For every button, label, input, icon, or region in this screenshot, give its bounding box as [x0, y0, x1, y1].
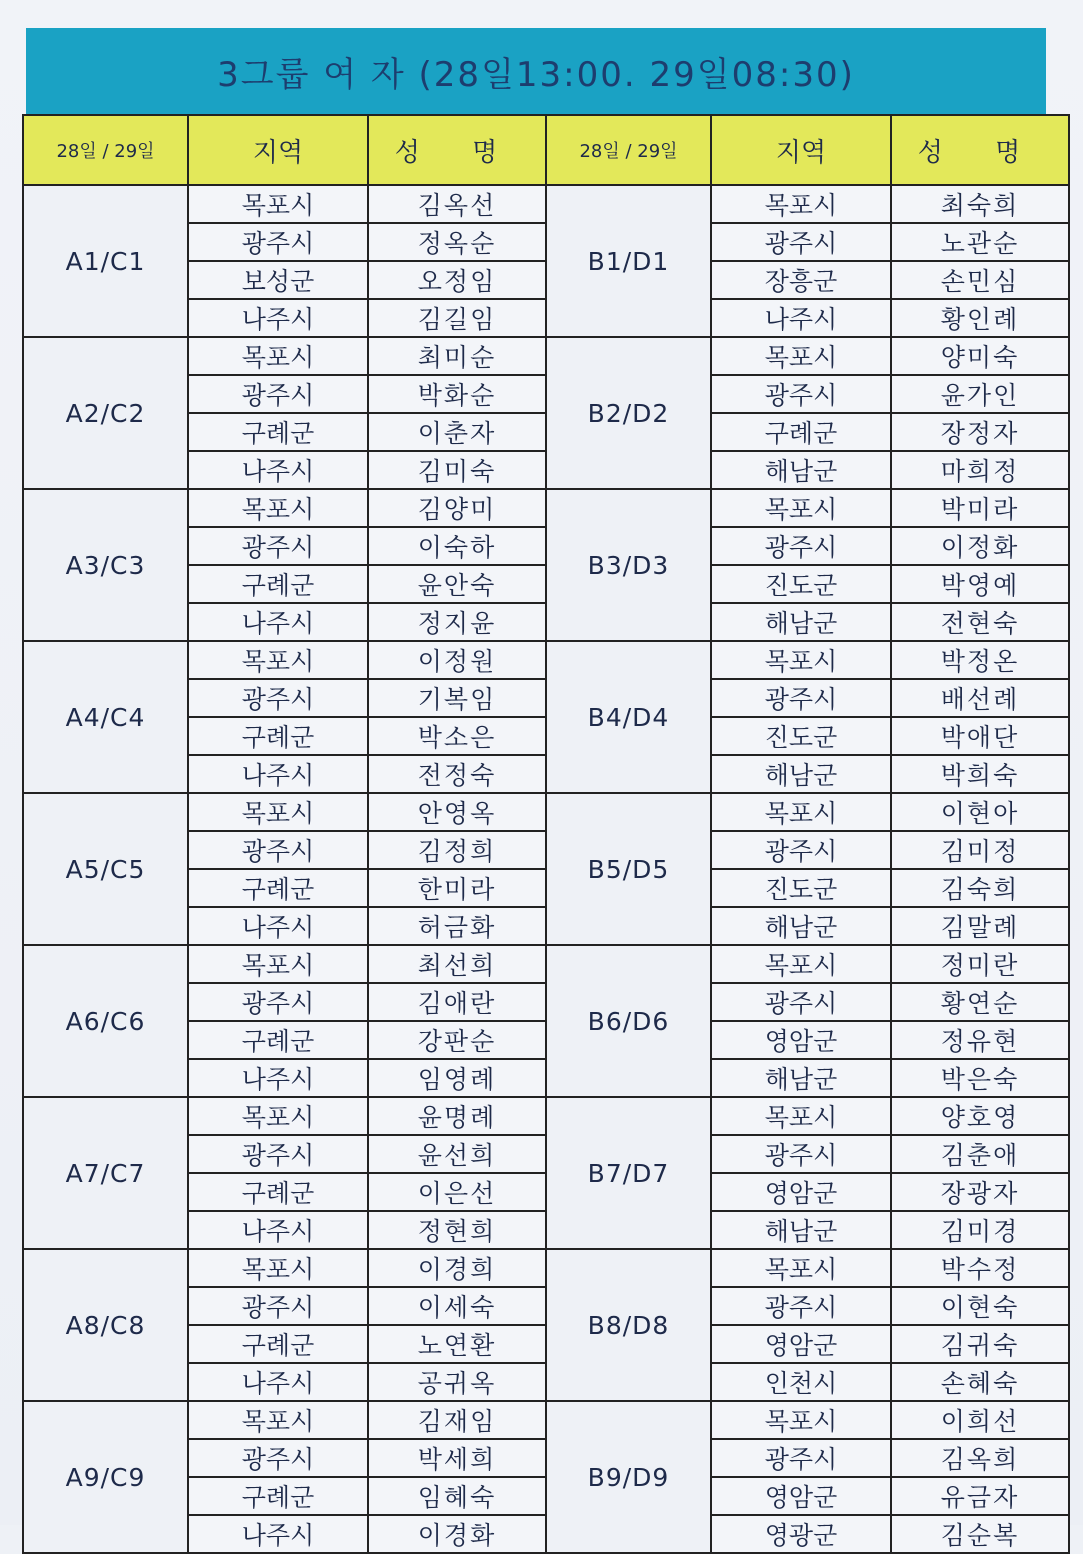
name-cell-left: 김양미 — [368, 489, 546, 527]
table-row — [23, 1401, 1069, 1439]
slot-cell-left: A8/C8 — [23, 1249, 188, 1401]
name-cell-left: 이정원 — [368, 641, 546, 679]
region-cell-right: 구례군 — [711, 413, 891, 451]
region-cell-left: 나주시 — [188, 299, 368, 337]
table-row — [23, 489, 1069, 527]
region-cell-right: 광주시 — [711, 527, 891, 565]
header-region-right: 지역 — [711, 115, 891, 185]
name-cell-right: 장광자 — [891, 1173, 1069, 1211]
slot-cell-right: B5/D5 — [546, 793, 711, 945]
name-cell-right: 박희숙 — [891, 755, 1069, 793]
region-cell-right: 광주시 — [711, 1135, 891, 1173]
region-cell-left: 구례군 — [188, 565, 368, 603]
region-cell-left: 나주시 — [188, 603, 368, 641]
slot-cell-right: B2/D2 — [546, 337, 711, 489]
slot-cell-left: A4/C4 — [23, 641, 188, 793]
region-cell-left: 나주시 — [188, 755, 368, 793]
region-cell-left: 광주시 — [188, 983, 368, 1021]
region-cell-right: 해남군 — [711, 1059, 891, 1097]
name-cell-left: 전정숙 — [368, 755, 546, 793]
region-cell-right: 목포시 — [711, 185, 891, 223]
region-cell-left: 광주시 — [188, 1135, 368, 1173]
region-cell-right: 목포시 — [711, 337, 891, 375]
region-cell-right: 해남군 — [711, 907, 891, 945]
region-cell-right: 진도군 — [711, 565, 891, 603]
region-cell-right: 나주시 — [711, 299, 891, 337]
name-cell-right: 황연순 — [891, 983, 1069, 1021]
name-cell-right: 박애단 — [891, 717, 1069, 755]
region-cell-right: 장흥군 — [711, 261, 891, 299]
slot-cell-left: A5/C5 — [23, 793, 188, 945]
name-cell-right: 박영예 — [891, 565, 1069, 603]
name-cell-left: 김애란 — [368, 983, 546, 1021]
name-cell-right: 김미경 — [891, 1211, 1069, 1249]
slot-cell-right: B9/D9 — [546, 1401, 711, 1553]
region-cell-left: 구례군 — [188, 869, 368, 907]
slot-cell-right: B4/D4 — [546, 641, 711, 793]
region-cell-right: 광주시 — [711, 983, 891, 1021]
name-cell-left: 이은선 — [368, 1173, 546, 1211]
name-cell-right: 배선례 — [891, 679, 1069, 717]
name-cell-left: 오정임 — [368, 261, 546, 299]
header-slot-right: 28일 / 29일 — [546, 115, 711, 185]
roster-body — [23, 185, 1069, 1553]
region-cell-left: 목포시 — [188, 1249, 368, 1287]
name-cell-right: 박정온 — [891, 641, 1069, 679]
name-cell-right: 유금자 — [891, 1477, 1069, 1515]
region-cell-left: 광주시 — [188, 1287, 368, 1325]
region-cell-right: 영암군 — [711, 1325, 891, 1363]
header-row — [23, 115, 1069, 185]
name-cell-right: 정유현 — [891, 1021, 1069, 1059]
slot-cell-left: A2/C2 — [23, 337, 188, 489]
name-cell-right: 김숙희 — [891, 869, 1069, 907]
region-cell-left: 구례군 — [188, 717, 368, 755]
region-cell-right: 진도군 — [711, 717, 891, 755]
region-cell-right: 인천시 — [711, 1363, 891, 1401]
name-cell-left: 김정희 — [368, 831, 546, 869]
name-cell-left: 윤명례 — [368, 1097, 546, 1135]
region-cell-right: 목포시 — [711, 489, 891, 527]
name-cell-left: 윤안숙 — [368, 565, 546, 603]
region-cell-right: 영광군 — [711, 1515, 891, 1553]
region-cell-left: 광주시 — [188, 831, 368, 869]
name-cell-left: 이숙하 — [368, 527, 546, 565]
name-cell-right: 김미정 — [891, 831, 1069, 869]
slot-cell-right: B3/D3 — [546, 489, 711, 641]
name-cell-right: 윤가인 — [891, 375, 1069, 413]
name-cell-left: 김재임 — [368, 1401, 546, 1439]
region-cell-left: 목포시 — [188, 489, 368, 527]
table-row — [23, 641, 1069, 679]
region-cell-right: 해남군 — [711, 451, 891, 489]
region-cell-right: 광주시 — [711, 1287, 891, 1325]
slot-cell-left: A6/C6 — [23, 945, 188, 1097]
name-cell-left: 공귀옥 — [368, 1363, 546, 1401]
name-cell-right: 마희정 — [891, 451, 1069, 489]
region-cell-right: 해남군 — [711, 755, 891, 793]
name-cell-left: 이경희 — [368, 1249, 546, 1287]
name-cell-right: 김순복 — [891, 1515, 1069, 1553]
slot-cell-left: A3/C3 — [23, 489, 188, 641]
region-cell-left: 보성군 — [188, 261, 368, 299]
slot-cell-right: B1/D1 — [546, 185, 711, 337]
name-cell-right: 박미라 — [891, 489, 1069, 527]
region-cell-left: 광주시 — [188, 679, 368, 717]
name-cell-right: 김춘애 — [891, 1135, 1069, 1173]
name-cell-left: 기복임 — [368, 679, 546, 717]
region-cell-left: 목포시 — [188, 793, 368, 831]
region-cell-left: 목포시 — [188, 1097, 368, 1135]
name-cell-left: 허금화 — [368, 907, 546, 945]
region-cell-right: 진도군 — [711, 869, 891, 907]
region-cell-right: 영암군 — [711, 1477, 891, 1515]
region-cell-left: 나주시 — [188, 1515, 368, 1553]
table-row — [23, 337, 1069, 375]
name-cell-left: 노연환 — [368, 1325, 546, 1363]
name-cell-left: 정현희 — [368, 1211, 546, 1249]
region-cell-right: 목포시 — [711, 641, 891, 679]
name-cell-right: 노관순 — [891, 223, 1069, 261]
name-cell-right: 양호영 — [891, 1097, 1069, 1135]
name-cell-right: 이현아 — [891, 793, 1069, 831]
name-cell-left: 임혜숙 — [368, 1477, 546, 1515]
name-cell-right: 장정자 — [891, 413, 1069, 451]
name-cell-right: 이현숙 — [891, 1287, 1069, 1325]
region-cell-right: 광주시 — [711, 1439, 891, 1477]
name-cell-right: 손민심 — [891, 261, 1069, 299]
region-cell-left: 나주시 — [188, 1211, 368, 1249]
table-row — [23, 945, 1069, 983]
region-cell-left: 목포시 — [188, 945, 368, 983]
table-row — [23, 185, 1069, 223]
table-row — [23, 1249, 1069, 1287]
region-cell-left: 광주시 — [188, 527, 368, 565]
name-cell-right: 양미숙 — [891, 337, 1069, 375]
region-cell-left: 구례군 — [188, 1021, 368, 1059]
table-row — [23, 793, 1069, 831]
region-cell-right: 목포시 — [711, 1097, 891, 1135]
region-cell-right: 광주시 — [711, 223, 891, 261]
name-cell-right: 박은숙 — [891, 1059, 1069, 1097]
name-cell-right: 손혜숙 — [891, 1363, 1069, 1401]
region-cell-left: 광주시 — [188, 375, 368, 413]
region-cell-right: 해남군 — [711, 1211, 891, 1249]
slot-cell-right: B8/D8 — [546, 1249, 711, 1401]
header-region-left: 지역 — [188, 115, 368, 185]
name-cell-left: 최선희 — [368, 945, 546, 983]
header-slot-left: 28일 / 29일 — [23, 115, 188, 185]
region-cell-left: 목포시 — [188, 641, 368, 679]
roster-table — [22, 114, 1070, 1554]
name-cell-left: 윤선희 — [368, 1135, 546, 1173]
name-cell-left: 김길임 — [368, 299, 546, 337]
name-cell-left: 김미숙 — [368, 451, 546, 489]
name-cell-right: 정미란 — [891, 945, 1069, 983]
name-cell-left: 임영례 — [368, 1059, 546, 1097]
name-cell-right: 김옥희 — [891, 1439, 1069, 1477]
region-cell-left: 광주시 — [188, 223, 368, 261]
region-cell-right: 목포시 — [711, 1401, 891, 1439]
region-cell-left: 광주시 — [188, 1439, 368, 1477]
slot-cell-right: B7/D7 — [546, 1097, 711, 1249]
region-cell-left: 구례군 — [188, 1477, 368, 1515]
name-cell-left: 강판순 — [368, 1021, 546, 1059]
name-cell-right: 최숙희 — [891, 185, 1069, 223]
slot-cell-left: A7/C7 — [23, 1097, 188, 1249]
name-cell-left: 정지윤 — [368, 603, 546, 641]
table-row — [23, 1097, 1069, 1135]
region-cell-right: 영암군 — [711, 1021, 891, 1059]
region-cell-right: 광주시 — [711, 375, 891, 413]
name-cell-left: 이세숙 — [368, 1287, 546, 1325]
name-cell-right: 이희선 — [891, 1401, 1069, 1439]
name-cell-left: 박화순 — [368, 375, 546, 413]
slot-cell-left: A9/C9 — [23, 1401, 188, 1553]
region-cell-left: 목포시 — [188, 337, 368, 375]
name-cell-right: 전현숙 — [891, 603, 1069, 641]
name-cell-right: 김귀숙 — [891, 1325, 1069, 1363]
region-cell-left: 구례군 — [188, 1325, 368, 1363]
name-cell-left: 안영옥 — [368, 793, 546, 831]
region-cell-right: 목포시 — [711, 945, 891, 983]
page-title: 3그룹 여 자 (28일13:00. 29일08:30) — [217, 54, 855, 95]
region-cell-left: 나주시 — [188, 1059, 368, 1097]
region-cell-left: 목포시 — [188, 1401, 368, 1439]
region-cell-left: 구례군 — [188, 1173, 368, 1211]
name-cell-left: 박세희 — [368, 1439, 546, 1477]
name-cell-right: 박수정 — [891, 1249, 1069, 1287]
region-cell-right: 목포시 — [711, 793, 891, 831]
region-cell-left: 목포시 — [188, 185, 368, 223]
name-cell-left: 최미순 — [368, 337, 546, 375]
name-cell-right: 황인례 — [891, 299, 1069, 337]
region-cell-right: 광주시 — [711, 679, 891, 717]
name-cell-left: 박소은 — [368, 717, 546, 755]
name-cell-left: 이경화 — [368, 1515, 546, 1553]
name-cell-left: 김옥선 — [368, 185, 546, 223]
region-cell-right: 영암군 — [711, 1173, 891, 1211]
header-name-left: 성 명 — [368, 115, 546, 185]
name-cell-left: 이춘자 — [368, 413, 546, 451]
header-name-right: 성 명 — [891, 115, 1069, 185]
region-cell-right: 광주시 — [711, 831, 891, 869]
name-cell-left: 한미라 — [368, 869, 546, 907]
region-cell-left: 나주시 — [188, 1363, 368, 1401]
title-banner — [26, 28, 1046, 114]
name-cell-right: 김말례 — [891, 907, 1069, 945]
region-cell-left: 구례군 — [188, 413, 368, 451]
region-cell-right: 목포시 — [711, 1249, 891, 1287]
name-cell-left: 정옥순 — [368, 223, 546, 261]
slot-cell-left: A1/C1 — [23, 185, 188, 337]
name-cell-right: 이정화 — [891, 527, 1069, 565]
region-cell-left: 나주시 — [188, 907, 368, 945]
region-cell-left: 나주시 — [188, 451, 368, 489]
slot-cell-right: B6/D6 — [546, 945, 711, 1097]
region-cell-right: 해남군 — [711, 603, 891, 641]
